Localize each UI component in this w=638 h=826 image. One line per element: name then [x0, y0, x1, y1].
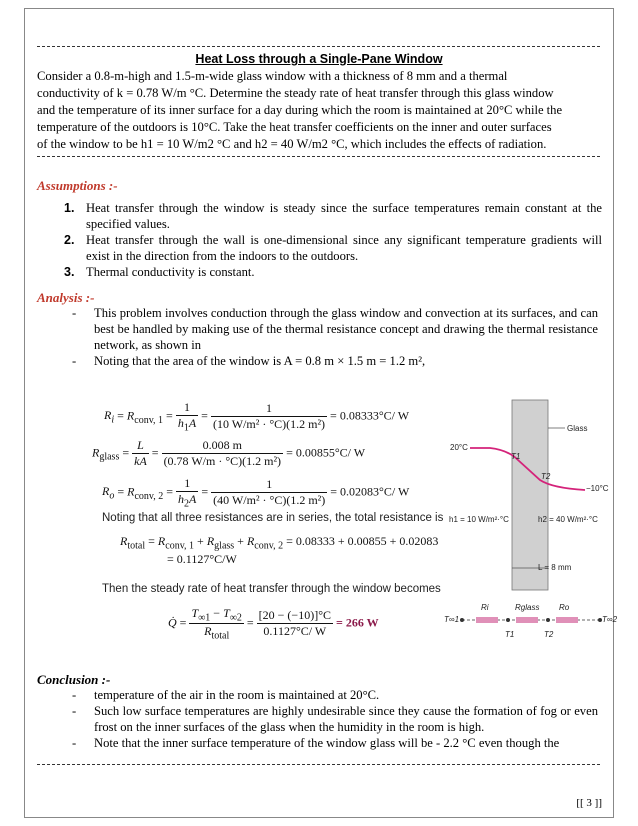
rtotal-sum: = 0.08333 + 0.00855 + 0.02083 — [286, 534, 439, 548]
problem-line-3: and the temperature of its inner surface for a day during which the room is maintained at 20°C while the — [37, 103, 563, 117]
glass-label: Glass — [567, 424, 588, 433]
page-number: [[ 3 ]] — [576, 797, 602, 809]
temp-inside-label: 20°C — [450, 443, 468, 452]
assumption-text-1: Heat transfer through the window is steady since the surface temperatures remain constant at the specified values. — [86, 201, 602, 231]
series-note: Noting that all three resistances are in series, the total resistance is — [102, 512, 444, 524]
equation-rtotal: $R_{total} = R_{conv, 1} + R_{glass} + R_{conv, 2} = 0.08333 + 0.00855 + 0.02083$ — [120, 534, 439, 552]
page-title: Heat Loss through a Single-Pane Window — [195, 52, 443, 66]
equation-ro: $R_o = R_{conv, 2}$ = $\frac{1}{h_2A}$ = $\frac{1}{\text{(40 W/m² · °C)(1.2 m²)}}$ = 0.02083°C/ W — [102, 476, 410, 510]
analysis-bullet-2: Noting that the area of the window is A = 0.8 m × 1.5 m = 1.2 m², — [94, 354, 426, 368]
analysis-bullet-dash-1: - — [72, 306, 77, 320]
node-t1 — [506, 618, 510, 622]
thickness-label: L = 8 mm — [538, 563, 572, 572]
conclusion-bullet-3: Note that the inner surface temperature of the window glass will be - 2.2 °C even though the — [94, 736, 560, 750]
rglass-result: = 0.00855°C/ W — [286, 445, 366, 460]
assumption-number-1: 1. — [64, 201, 75, 215]
ri-denominator: (10 W/m² · °C)(1.2 m²) — [212, 417, 326, 432]
h1-label: h1 = 10 W/m²·°C — [449, 515, 509, 524]
assumption-text-3: Thermal conductivity is constant. — [86, 265, 255, 279]
assumption-number-3: 3. — [64, 265, 75, 279]
conclusion-bullet-dash-1: - — [72, 688, 77, 702]
analysis-bullet-dash-2: - — [72, 354, 77, 368]
rglass-numerator: 0.008 m — [162, 438, 284, 454]
ro-denominator: (40 W/m² · °C)(1.2 m²) — [213, 493, 326, 508]
rtotal-result: = 0.1127°C/W — [167, 552, 237, 566]
t1-node-label: T1 — [505, 630, 515, 639]
temp-outside-label: −10°C — [586, 484, 609, 493]
divider-mid — [37, 156, 600, 157]
node-tinf1 — [460, 618, 464, 622]
conclusion-bullet-1: temperature of the air in the room is maintained at 20°C. — [94, 688, 380, 702]
divider-top — [37, 46, 600, 47]
equation-ri: $R_i = R_{conv, 1}$ = $\frac{1}{h_1A}$ = $\frac{1}{\text{(10 W/m² · °C)(1.2 m²)}}$ = 0.08333°C/ W — [104, 400, 410, 434]
resistance-ri — [476, 617, 498, 623]
ri-result: = 0.08333°C/ W — [330, 408, 410, 423]
equation-rglass: $R_{glass}$ = $\frac{L}{kA}$ = $\frac{0.008 m}{\text{(0.78 W/m · °C)(1.2 m²)}}$ = 0.00855°C/ W — [92, 438, 366, 468]
assumption-number-2: 2. — [64, 233, 75, 247]
rate-note: Then the steady rate of heat transfer through the window becomes — [102, 583, 441, 595]
t2-node-label: T2 — [544, 630, 554, 639]
glass-pane — [512, 400, 551, 590]
equation-q: Q̇ = $\frac{T_{\infty 1} - T_{\infty 2}}{R_{total}}$ = $\frac{[20 - (-10)]^\circ C}{0.1127^\circ C/ W}$ = 266 W — [168, 606, 379, 642]
t2-label: T2 — [541, 472, 551, 481]
assumption-text-2: Heat transfer through the wall is one-dimensional since any significant temperature gradients will exist in the direction from the indoors to the outdoors. — [86, 233, 602, 263]
h2-label: h2 = 40 W/m²·°C — [538, 515, 598, 524]
problem-line-1: Consider a 0.8-m-high and 1.5-m-wide glass window with a thickness of 8 mm and a thermal — [37, 69, 508, 83]
problem-line-5: of the window to be h1 = 10 W/m2 °C and h2 = 40 W/m2 °C, which includes the effects of radiation. — [37, 137, 547, 151]
node-t2 — [546, 618, 550, 622]
ro-result: = 0.02083°C/ W — [330, 484, 410, 499]
t1-label: T1 — [511, 452, 521, 461]
rglass-label: Rglass — [515, 603, 540, 612]
problem-line-2: conductivity of k = 0.78 W/m °C. Determine the steady rate of heat transfer through this glass window — [37, 86, 554, 100]
tinf1-label: T∞1 — [444, 615, 460, 624]
ri-label: Ri — [481, 603, 489, 612]
conclusion-bullet-dash-3: - — [72, 736, 77, 750]
ro-label: Ro — [559, 603, 570, 612]
assumptions-heading: Assumptions :- — [37, 178, 118, 193]
rglass-denominator: (0.78 W/m · °C)(1.2 m²) — [163, 454, 282, 468]
resistance-rglass — [516, 617, 538, 623]
divider-bottom — [37, 764, 600, 765]
tinf2-label: T∞2 — [602, 615, 618, 624]
q-denominator: 0.1127°C/ W — [263, 624, 327, 639]
conclusion-heading: Conclusion :- — [37, 672, 111, 687]
conclusion-bullet-2: Such low surface temperatures are highly undesirable since they cause the formation of fog or even frost on the inner surfaces of the glass when the humidity in the room is high. — [94, 704, 598, 734]
q-result: = 266 W — [336, 615, 379, 630]
q-numerator: [20 − (−10)]°C — [258, 608, 331, 623]
analysis-bullet-1: This problem involves conduction through the glass window and convection at its surfaces, and can best be handled by making use of the thermal resistance concept and drawing the thermal resistance network, as shown in — [94, 306, 598, 352]
resistance-ro — [556, 617, 578, 623]
problem-line-4: temperature of the outdoors is 10°C. Take the heat transfer coefficients on the inner and outer surfaces — [37, 120, 552, 134]
analysis-heading: Analysis :- — [37, 290, 95, 305]
conclusion-bullet-dash-2: - — [72, 704, 77, 718]
